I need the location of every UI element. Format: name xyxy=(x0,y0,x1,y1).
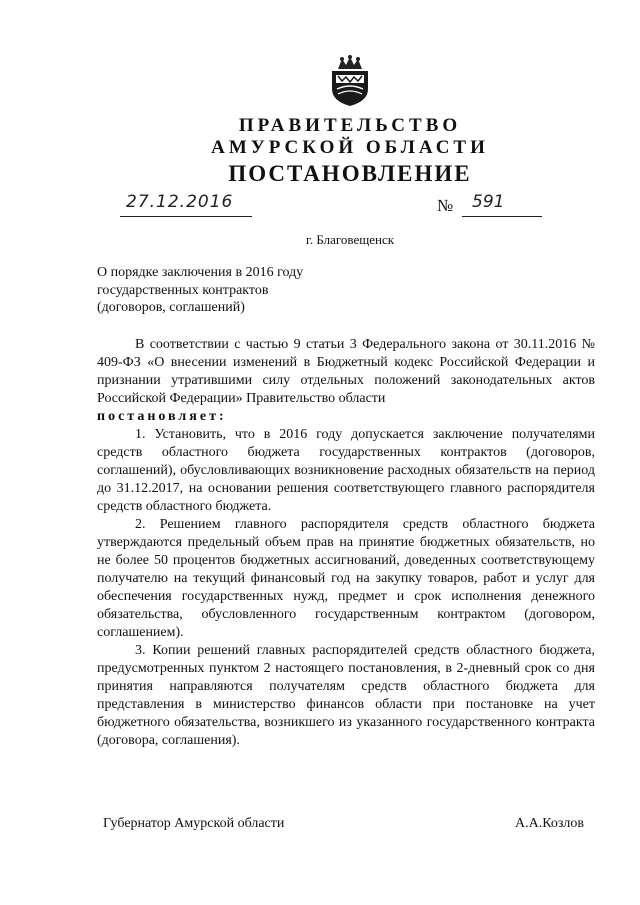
city: г. Благовещенск xyxy=(305,232,395,247)
subject-line: (договоров, соглашений) xyxy=(97,300,245,315)
number-field xyxy=(462,192,542,217)
subject-line: О порядке заключения в 2016 году xyxy=(97,265,304,280)
document-date: 27.12.2016 xyxy=(126,192,234,212)
clause-3: 3. Копии решений главных распорядителей средств областного бюджета, предусмотренных пунктом 2 настоящего постановления, в 2-дневный срок со дня принятия направляются получателям средств областного бюджета для представления в министерство финансов области при постановке на учет бюджетного обязательства, возникшего из указанного государственного контракта (договора, соглашения). xyxy=(97,643,595,748)
coat-of-arms-icon xyxy=(328,55,372,107)
signatory-position: Губернатор Амурской области xyxy=(103,816,285,831)
decree-word: постановляет: xyxy=(97,409,227,424)
org-name-line1: ПРАВИТЕЛЬСТВО xyxy=(238,115,462,136)
document-type: ПОСТАНОВЛЕНИЕ xyxy=(228,161,472,186)
subject-line: государственных контрактов xyxy=(97,282,269,298)
clause-1: 1. Установить, что в 2016 году допускается заключение получателями средств областного бюджета государственных контрактов (договоров, соглашений), обусловливающих возникновение расходных обязательств на период до 31.12.2017, на основании решения соответствующего главного распорядителя средств областного бюджета. xyxy=(97,427,595,514)
clause-2: 2. Решением главного распорядителя средств областного бюджета утверждаются предельный объем прав на принятие бюджетных обязательств, но не более 50 процентов бюджетных ассигнований, доведенных соответствующему получателю на текущий финансовый год на закупку товаров, работ и услуг для обеспечения государственных нужд, предмет и срок исполнения денежного обязательства, обусловленного государственным контрактом (договором, соглашением). xyxy=(97,517,595,640)
signatory-name: А.А.Козлов xyxy=(515,816,584,831)
number-sign: № xyxy=(437,196,454,215)
preamble-paragraph: В соответствии с частью 9 статьи 3 Федерального закона от 30.11.2016 № 409-ФЗ «О внесении изменений в Бюджетный кодекс Российской Федерации и признании утратившими силу отдельных положений законодательных актов Российской Федерации» Правительство области xyxy=(97,337,595,406)
document-subject xyxy=(97,264,357,317)
org-name-line2: АМУРСКОЙ ОБЛАСТИ xyxy=(211,137,489,158)
document-number: 591 xyxy=(472,192,505,212)
date-field xyxy=(120,192,252,217)
document-body xyxy=(97,336,595,750)
